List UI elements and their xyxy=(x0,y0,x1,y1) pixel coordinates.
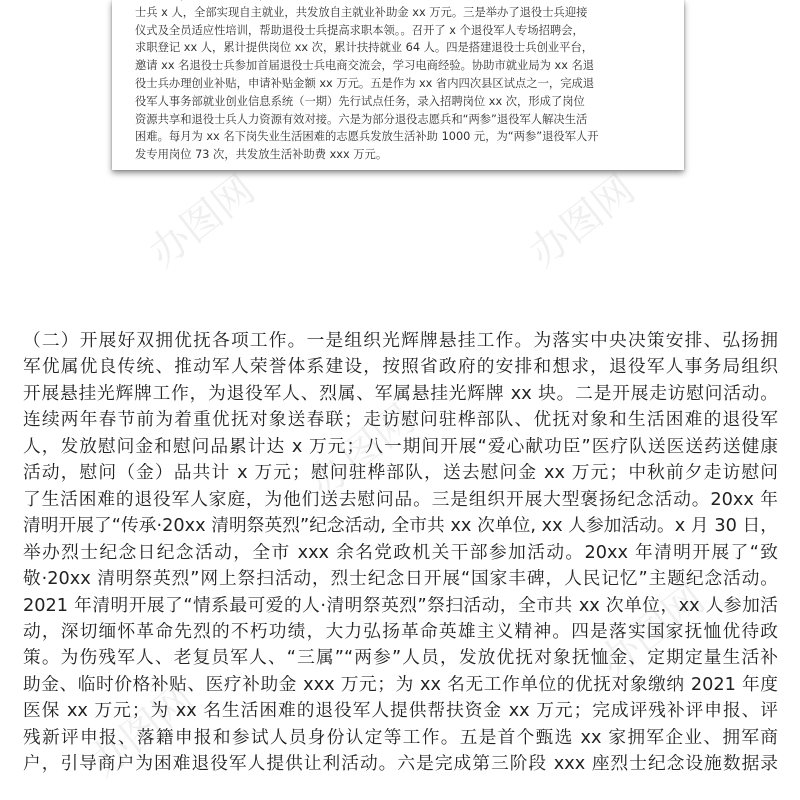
body-line: 医保 xx 万元；为 xx 名生活困难的退役军人提供帮扶资金 xx 万元；完成评残补评申报、评 xyxy=(23,701,778,722)
body-line: 动，深切缅怀革命先烈的不朽功绩，大力弘扬革命英雄主义精神。四是落实国家抚恤优待政 xyxy=(23,621,778,642)
top-preview-area xyxy=(0,0,800,300)
body-line: 助金、临时价格补贴、医疗补助金 xxx 万元；为 xx 名无工作单位的优抚对象缴纳 2021 年度 xyxy=(23,674,778,695)
body-line: 清明开展了“传承·20xx 清明祭英烈”纪念活动, 全市共 xx 次单位, xx 人参加活动。x 月 30 日， xyxy=(23,516,778,537)
body-line: 户，引导商户为困难退役军人提供让利活动。六是完成第三阶段 xxx 座烈士纪念设施数据录 xyxy=(23,754,778,775)
preview-line xyxy=(135,0,597,1)
main-body-text xyxy=(23,328,778,778)
body-line: （二）开展好双拥优抚各项工作。一是组织光辉牌悬挂工作。为落实中央决策安排、弘扬拥 xyxy=(23,331,778,351)
document-page-preview xyxy=(112,0,684,170)
preview-line: 求职登记 xx 人，累计提供岗位 xx 次，累计扶持就业 64 人。四是搭建退役士兵创业平台， xyxy=(135,41,594,55)
preview-line: 士兵 x 人，全部实现自主就业，共发放自主就业补助金 xx 万元。三是举办了退役士兵迎接 xyxy=(135,5,588,19)
body-line: 敬·20xx 清明祭英烈”网上祭扫活动，烈士纪念日开展“国家丰碑，人民记忆”主题纪念活动。 xyxy=(23,569,778,590)
watermark: 办图网 xyxy=(590,576,714,687)
body-line: 人，发放慰问金和慰问品累计达 x 万元；八一期间开展“爱心献功臣”医疗队送医送药送健康 xyxy=(23,436,778,457)
watermark: 办图网 xyxy=(300,396,424,507)
preview-line: 困难。每月为 xx 名下岗失业生活困难的志愿兵发放生活补助 1000 元，为“两参”退役军人开 xyxy=(135,130,599,144)
preview-line: 发专用岗位 73 次，共发放生活补助费 xxx 万元。 xyxy=(135,148,388,162)
body-line: 连续两年春节前为着重优抚对象送春联；走访慰问驻桦部队、优抚对象和生活困难的退役军 xyxy=(23,410,778,431)
body-line: 残新评申报、落籍申报和参试人员身份认定等工作。五是首个甄选 xx 家拥军企业、拥军商 xyxy=(23,727,778,748)
preview-line: 役士兵办理创业补贴，申请补贴金额 xx 万元。五是作为 xx 省内四次县区试点之一，完成退 xyxy=(135,76,595,90)
body-line: 军优属优良传统、推动军人荣誉体系建设，按照省政府的安排和想求，退役军人事务局组织 xyxy=(23,357,778,378)
body-line: 活动，慰问（金）品共计 x 万元；慰问驻桦部队，送去慰问金 xx 万元；中秋前夕走访慰问 xyxy=(23,463,778,484)
preview-line: 仪式及全员适应性培训，帮助退役士兵提高求职本领。。召开了 x 个退役军人专场招聘会， xyxy=(135,23,584,37)
body-line: 策。为伤残军人、老复员军人、“三属”“两参”人员，发放优抚对象抚恤金、定期定量生活补 xyxy=(23,648,778,669)
preview-line: 资源共享和退役士兵人力资源有效对接。六是为部分退役志愿兵和“两参”退役军人解决生活 xyxy=(135,112,588,126)
body-line: 举办烈士纪念日纪念活动，全市 xxx 余名党政机关干部参加活动。20xx 年清明开展了“致 xyxy=(23,542,778,563)
preview-line: 役军人事务部就业创业信息系统（一期）先行试点任务，录入招聘岗位 xx 次，形成了岗位 xyxy=(135,94,585,108)
body-line: 2021 年清明开展了“情系最可爱的人·清明祭英烈”祭扫活动，全市共 xx 次单位，xx 人参加活 xyxy=(23,595,778,616)
preview-text-block xyxy=(135,0,663,164)
watermark: 办图网 xyxy=(80,676,204,787)
body-line: 开展悬挂光辉牌工作，为退役军人、烈属、军属悬挂光辉牌 xx 块。二是开展走访慰问活动。 xyxy=(23,383,778,404)
preview-line: 邀请 xx 名退役士兵参加首届退役士兵电商交流会，学习电商经验。协助市就业局为 xx 名退 xyxy=(135,59,595,73)
body-line: 了生活困难的退役军人家庭，为他们送去慰问品。三是组织开展大型褒扬纪念活动。20xx 年 xyxy=(23,489,778,510)
